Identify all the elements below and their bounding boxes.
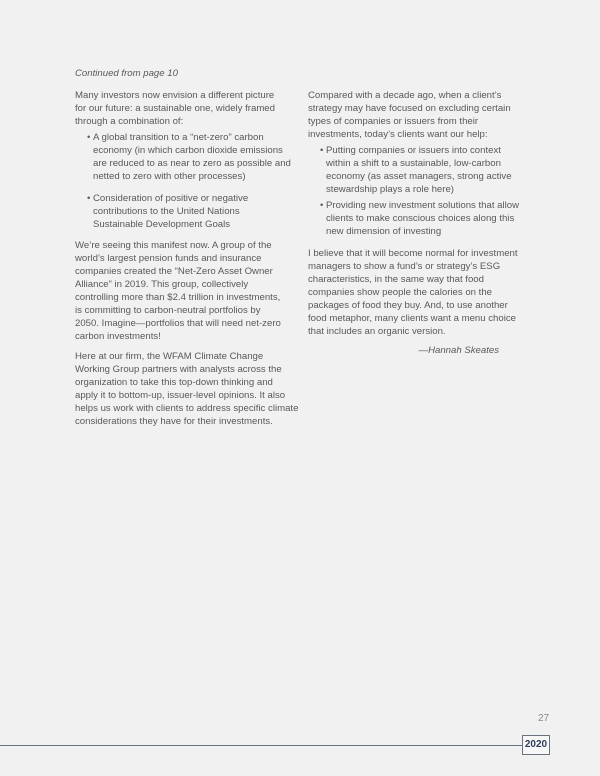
text-line: strategy may have focused on excluding certain xyxy=(308,103,511,114)
text-line: helps us work with clients to address specific climate xyxy=(75,403,299,414)
text-line: Alliance” in 2019. This group, collectively xyxy=(75,279,249,290)
text-line: clients to make conscious choices along this xyxy=(326,213,515,224)
text-line: Compared with a decade ago, when a client’s xyxy=(308,90,502,101)
text-line: economy (in which carbon dioxide emissions xyxy=(93,145,283,156)
text-line: are reduced to as near to zero as possible and xyxy=(93,158,291,169)
text-line: We’re seeing this manifest now. A group of the xyxy=(75,240,272,251)
text-line: is committing to carbon-neutral portfolios by xyxy=(75,305,261,316)
bullet-text xyxy=(87,131,291,183)
bullet-text xyxy=(320,144,512,196)
text-line: Many investors now envision a different picture xyxy=(75,90,275,101)
left-bullet-2: • Consideration of positive or negative contributions to the United Nations Sustainable Development Goals xyxy=(87,193,249,230)
text-line: contributions to the United Nations xyxy=(93,206,240,217)
text-line: companies created the “Net-Zero Asset Owner xyxy=(75,266,273,277)
signature: —Hannah Skeates xyxy=(418,345,499,356)
left-paragraph-1 xyxy=(75,89,275,128)
text-line: for our future: a sustainable one, widely framed xyxy=(75,103,275,114)
text-line: that includes an organic version. xyxy=(308,326,446,337)
continued-note: Continued from page 10 xyxy=(75,68,178,79)
text-line: Working Group partners with analysts across the xyxy=(75,364,282,375)
text-line: organization to take this top-down thinking and xyxy=(75,377,273,388)
text-line: world’s largest pension funds and insurance xyxy=(75,253,262,264)
text-line: apply it to bottom-up, issuer-level opinions. It also xyxy=(75,390,286,401)
text-line: Consideration of positive or negative xyxy=(93,193,249,204)
text-line: through a combination of: xyxy=(75,116,184,127)
left-paragraph-3 xyxy=(75,350,298,428)
text-line: investments, today’s clients want our help: xyxy=(308,129,488,140)
text-line: Sustainable Development Goals xyxy=(93,219,231,230)
left-bullet-1: • A global transition to a “net-zero” carbon economy (in which carbon dioxide emissions are reduced to as near to zero as possible and netted to zero with other processes) xyxy=(87,132,291,182)
text-line: considerations they have for their investments. xyxy=(75,416,273,427)
text-line: Here at our firm, the WFAM Climate Change xyxy=(75,351,264,362)
text-line: new dimension of investing xyxy=(326,226,442,237)
text-line: packages of food they buy. And, to use another xyxy=(308,300,508,311)
text-line: stewardship plays a role here) xyxy=(326,184,454,195)
left-paragraph-2 xyxy=(75,239,281,343)
bullet-text xyxy=(320,199,520,238)
bullet-text xyxy=(87,192,249,231)
footer-rule xyxy=(0,745,523,746)
text-line: within a shift to a sustainable, low-carbon xyxy=(326,158,501,169)
text-line: netted to zero with other processes) xyxy=(93,171,246,182)
text-line: economy (as asset managers, strong active xyxy=(326,171,512,182)
right-paragraph-2 xyxy=(308,247,518,338)
right-bullet-1: • Putting companies or issuers into context within a shift to a sustainable, low-carbon economy (as asset managers, strong active stewardship plays a role here) xyxy=(320,145,512,195)
text-line: I believe that it will become normal for investment xyxy=(308,248,518,259)
text-line: carbon investments! xyxy=(75,331,161,342)
text-line: types of companies or issuers from their xyxy=(308,116,479,127)
text-line: characteristics, in the same way that food xyxy=(308,274,484,285)
text-line: controlling more than $2.4 trillion in investments, xyxy=(75,292,281,303)
text-line: A global transition to a “net-zero” carbon xyxy=(93,132,264,143)
text-line: Providing new investment solutions that allow xyxy=(326,200,520,211)
text-line: managers to show a fund’s or strategy’s ESG xyxy=(308,261,501,272)
text-line: companies show people the calories on the xyxy=(308,287,492,298)
text-line: 2050. Imagine—portfolios that will need net-zero xyxy=(75,318,281,329)
right-bullet-2: • Providing new investment solutions that allow clients to make conscious choices along this new dimension of investing xyxy=(320,200,520,237)
right-paragraph-1 xyxy=(308,89,511,141)
page-number: 27 xyxy=(538,713,550,724)
text-line: food metaphor, many clients want a menu choice xyxy=(308,313,516,324)
year-badge: 2020 xyxy=(522,735,550,755)
text-line: Putting companies or issuers into context xyxy=(326,145,501,156)
